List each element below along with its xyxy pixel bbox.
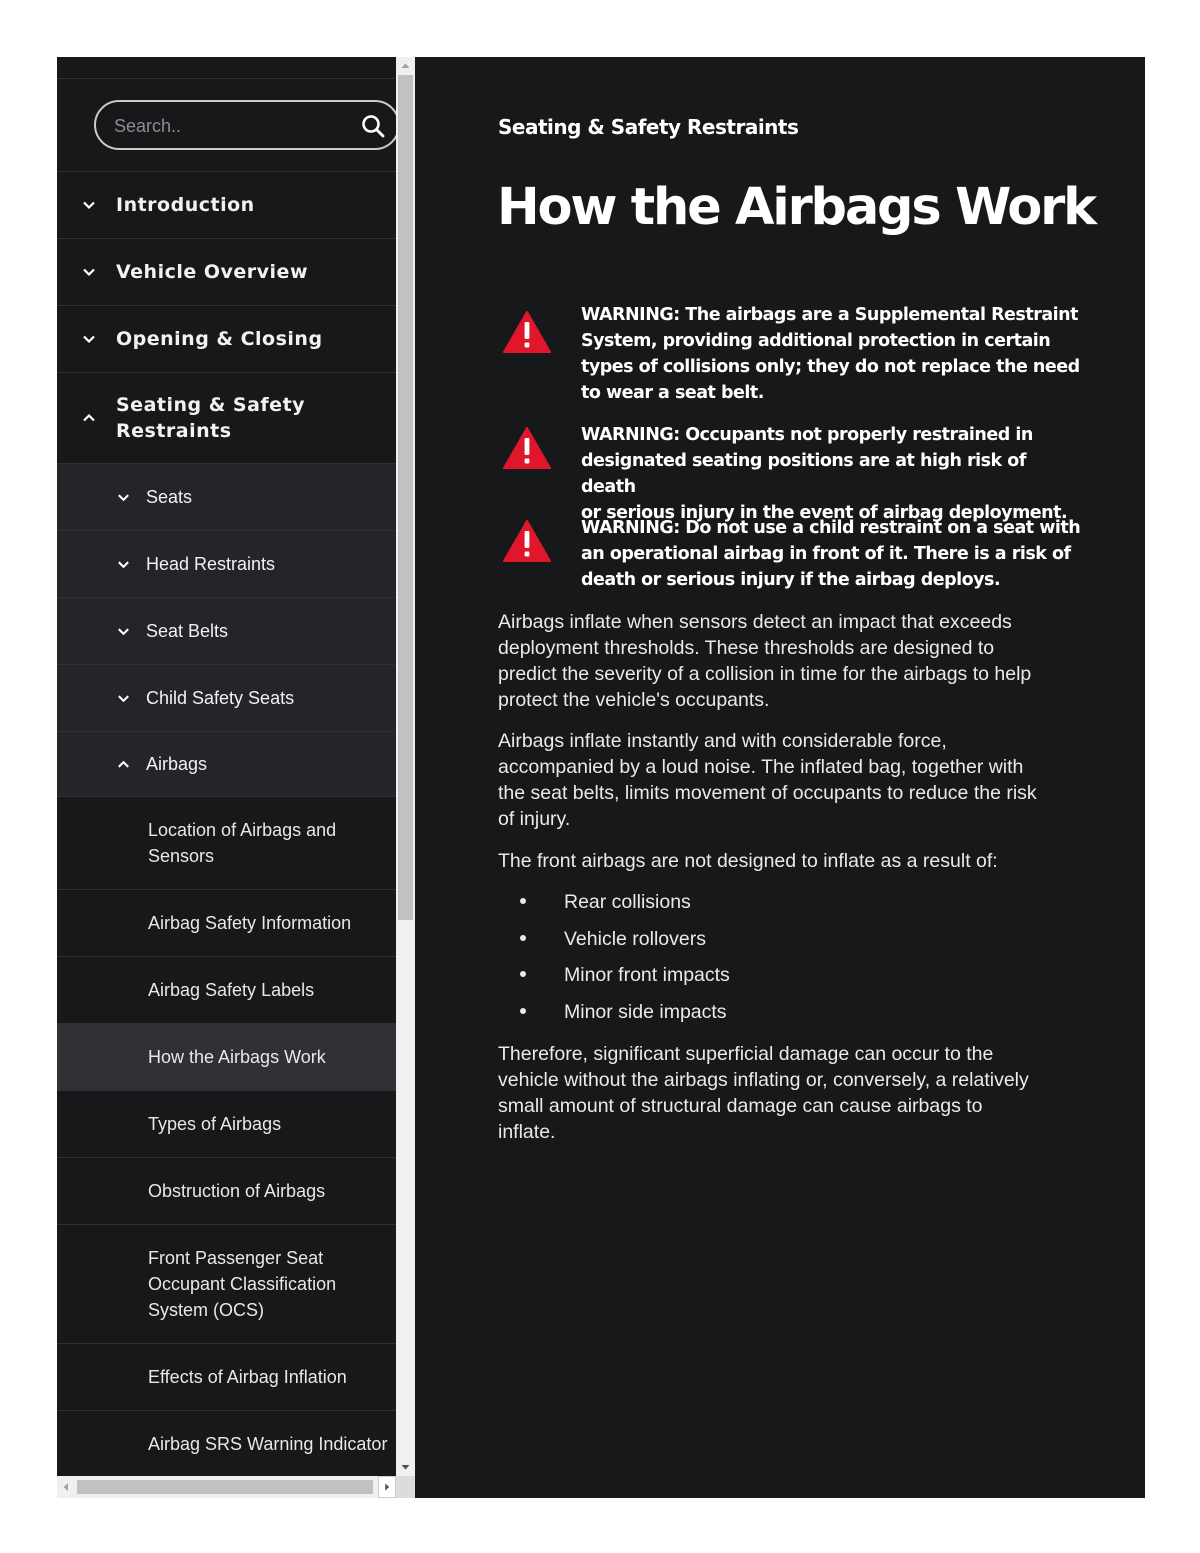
scroll-right-arrow-icon[interactable] [378,1476,396,1498]
nav-subsection-label: Seats [146,486,193,507]
search-area [57,79,396,172]
sidebar-top-spacer [57,57,396,79]
body-paragraph: Therefore, significant superficial damage can occur to the vehicle without the airbags inflating or, conversely, a relatively small amount of structural damage can cause airbags to inflate. [498,1043,1029,1143]
nav-topic-location-of-airbags[interactable] [57,797,396,890]
list-item-text: Rear collisions [564,891,691,913]
list-item [498,962,998,999]
nav-section-label: Opening & Closing [116,328,323,350]
nav-subsection-label: Head Restraints [146,553,276,574]
chevron-down-icon [81,264,97,280]
nav-topic-label: How the Airbags Work [148,1047,326,1067]
chevron-down-icon [116,691,131,706]
nav-topic-label: Airbag SRS Warning Indicator [148,1434,388,1454]
nav-topic-effects-of-airbag-inflation[interactable] [57,1344,396,1411]
breadcrumb: Seating & Safety Restraints [498,115,799,139]
nav-topic-label: Obstruction of Airbags [148,1181,326,1201]
nav-subsection-label: Airbags [146,753,208,774]
horizontal-scroll-thumb[interactable] [77,1480,373,1494]
body-paragraph: The front airbags are not designed to inflate as a result of: [498,850,998,872]
sidebar [57,57,415,1498]
nav-subsection-seats[interactable] [57,464,396,531]
bullet-dot [520,935,526,941]
nav-subsection-label: Seat Belts [146,620,229,641]
page-title: How the Airbags Work [497,178,1095,237]
nav-topic-airbag-srs-warning-indicator[interactable] [57,1411,396,1476]
search-input[interactable] [114,114,354,138]
nav-section-label: Vehicle Overview [116,261,308,283]
nav-section-introduction[interactable] [57,172,396,239]
scroll-up-arrow-icon[interactable] [396,57,415,75]
warning-text: WARNING: The airbags are a Supplemental Restraint System, providing additional protection in certain types of collisions only; they do not replace the need to wear a seat belt. [581,305,1080,403]
nav-section-label: Seating & Safety Restraints [116,394,306,442]
nav-topic-obstruction-of-airbags[interactable] [57,1158,396,1225]
nav-subsection-airbags[interactable] [57,732,396,797]
list-item [498,889,998,926]
search-box [94,100,396,150]
chevron-down-icon [81,331,97,347]
nav-topic-label: Airbag Safety Labels [148,980,315,1000]
nav-subsection-head-restraints[interactable] [57,531,396,598]
nav-topic-label: Effects of Airbag Inflation [148,1367,347,1387]
nav-subsection-label: Child Safety Seats [146,687,295,708]
warning-text: WARNING: Do not use a child restraint on a seat with an operational airbag in front of it. There is a risk of death or serious injury if the airbag deploys. [581,518,1081,590]
nav-topic-airbag-safety-information[interactable] [57,890,396,957]
nav-topic-label: Location of Airbags and Sensors [148,820,337,866]
bullet-list [498,889,998,1035]
search-icon[interactable] [361,114,385,138]
bullet-dot [520,971,526,977]
nav-topic-front-passenger-ocs[interactable] [57,1225,396,1344]
scrollbar-corner [396,1476,415,1498]
chevron-down-icon [116,490,131,505]
vertical-scroll-thumb[interactable] [398,75,413,920]
nav-topic-label: Front Passenger Seat Occupant Classification System (OCS) [148,1248,337,1320]
chevron-down-icon [116,624,131,639]
nav-section-vehicle-overview[interactable] [57,239,396,306]
list-item [498,926,998,963]
scroll-left-arrow-icon[interactable] [57,1476,75,1498]
bullet-dot [520,1008,526,1014]
list-item-text: Minor side impacts [564,1000,727,1023]
warning-triangle-icon [502,519,552,563]
nav-section-label: Introduction [116,194,255,216]
chevron-down-icon [116,557,131,572]
nav-topic-airbag-safety-labels[interactable] [57,957,396,1024]
warning-triangle-icon [502,426,552,470]
article-content [415,57,1145,1498]
chevron-up-icon [116,757,131,772]
chevron-up-icon [81,410,97,426]
nav-subsection-seat-belts[interactable] [57,598,396,665]
body-paragraph: Airbags inflate instantly and with considerable force, accompanied by a loud noise. The inflated bag, together with the seat belts, limits movement of occupants to reduce the risk of injury. [498,730,1037,830]
warning-text: WARNING: Occupants not properly restrained in designated seating positions are at high risk of death or serious injury in the event of airbag deployment. [581,425,1068,523]
nav-topic-label: Types of Airbags [148,1114,282,1134]
nav-subsection-child-safety-seats[interactable] [57,665,396,732]
chevron-down-icon [81,197,97,213]
warning-triangle-icon [502,310,552,354]
body-paragraph: Airbags inflate when sensors detect an impact that exceeds deployment thresholds. These thresholds are designed to predict the severity of a collision in time for the airbags to help protect the vehicle's occupants. [498,611,1032,711]
list-item-text: Vehicle rollovers [564,927,706,950]
sidebar-horizontal-scrollbar[interactable] [57,1476,396,1498]
nav-topic-label: Airbag Safety Information [148,913,352,933]
nav-section-seating-safety[interactable] [57,373,396,464]
nav-section-opening-closing[interactable] [57,306,396,373]
scroll-down-arrow-icon[interactable] [396,1458,415,1476]
nav-topic-how-the-airbags-work[interactable] [57,1024,396,1091]
list-item-text: Minor front impacts [564,964,730,986]
bullet-dot [520,898,526,904]
list-item [498,999,998,1036]
sidebar-vertical-scrollbar[interactable] [396,57,415,1476]
nav-topic-types-of-airbags[interactable] [57,1091,396,1158]
sidebar-nav [57,57,396,1476]
